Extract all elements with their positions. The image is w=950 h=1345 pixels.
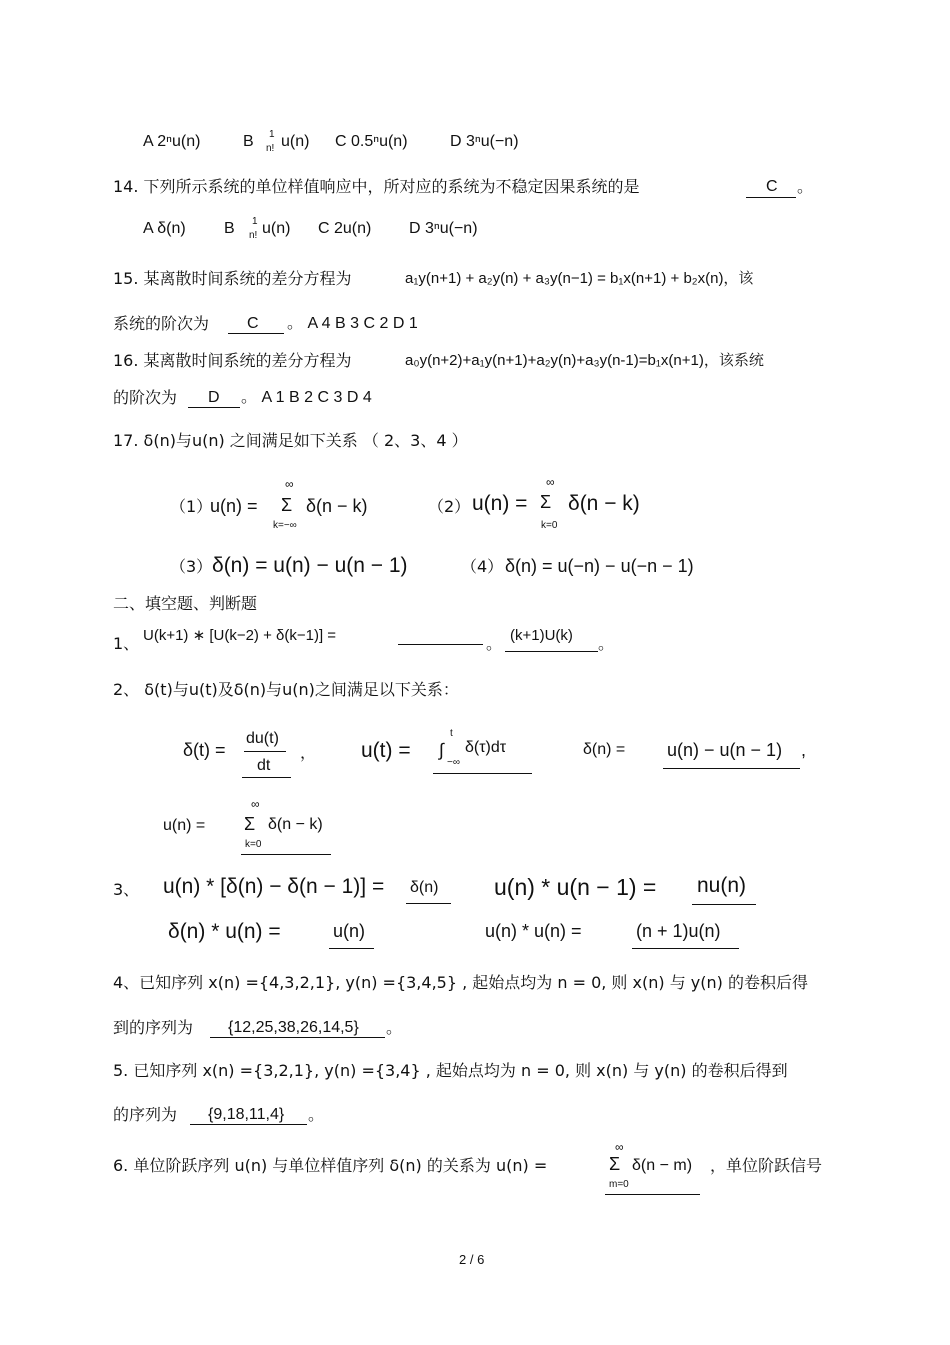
- f4-answer: {12,25,38,26,14,5}: [228, 1019, 359, 1036]
- q14-option-b-frac-num: 1: [252, 216, 258, 227]
- f2-delta-n-lhs: δ(n) =: [583, 741, 626, 758]
- f3-answer-3: u(n): [333, 921, 366, 941]
- f2-delta-t-numerator: du(t): [246, 730, 279, 747]
- q16-question: 16. 某离散时间系统的差分方程为: [113, 351, 352, 370]
- q17-relation-2-top: ∞: [546, 475, 555, 489]
- q13-option-b-letter: B: [243, 133, 254, 150]
- f3-expr-3: δ(n) * u(n) =: [168, 920, 281, 943]
- f4-line2: 到的序列为: [113, 1018, 194, 1037]
- q17-relation-3-label: （3）: [170, 557, 213, 576]
- q17-relation-3-equation: δ(n) = u(n) − u(n − 1): [212, 554, 408, 577]
- f2-delta-t-denominator: dt: [257, 757, 271, 774]
- q15-answer-underline: [228, 333, 284, 334]
- f1-answer: (k+1)U(k): [510, 627, 573, 644]
- f4-end: 。: [386, 1018, 403, 1037]
- q14-answer: C: [766, 178, 778, 195]
- f2-u-t-lower-limit: −∞: [447, 757, 460, 768]
- q16-line2: 的阶次为: [113, 388, 178, 407]
- f3-expr-1: u(n) * [δ(n) − δ(n − 1)] =: [163, 875, 385, 898]
- q14-option-b-expr: u(n): [262, 220, 291, 237]
- f2-u-n-sum: Σ: [244, 814, 256, 834]
- q13-option-d: D 3ⁿu(−n): [450, 133, 519, 150]
- f3-number: 3、: [113, 880, 140, 899]
- q17-relation-1-lhs: u(n) =: [210, 496, 258, 516]
- f6-sum-body: δ(n − m): [632, 1157, 693, 1174]
- f6-sum-upper-limit: ∞: [615, 1140, 624, 1154]
- f5-line2: 的序列为: [113, 1105, 178, 1124]
- f2-u-t-body: δ(τ)dτ: [465, 739, 507, 756]
- f6-sum: Σ: [609, 1154, 621, 1174]
- f3-expr-4: u(n) * u(n) =: [485, 921, 582, 941]
- q17-relation-2-lhs: u(n) =: [472, 492, 528, 515]
- f2-u-t-upper-limit: t: [450, 728, 453, 739]
- f5-line1: 5. 已知序列 x(n) ={3,2,1}, y(n) ={3,4} , 起始点均为 n = 0, 则 x(n) 与 y(n) 的卷积后得到: [113, 1061, 788, 1080]
- f6-answer-underline: [605, 1194, 700, 1195]
- f3-answer-4: (n + 1)u(n): [636, 921, 721, 941]
- f1-blank-underline: [398, 644, 483, 645]
- f3-expr-2: u(n) * u(n − 1) =: [494, 874, 657, 900]
- q13-option-b-expr: u(n): [281, 133, 310, 150]
- q17-relation-1-bottom: k=−∞: [273, 520, 297, 531]
- f2-u-t-lhs: u(t) =: [361, 739, 411, 762]
- f6-text2: ，单位阶跃信号: [710, 1156, 823, 1175]
- q13-option-b-frac-den: n!: [266, 143, 275, 154]
- q13-option-c: C 0.5ⁿu(n): [335, 133, 408, 150]
- q17-relation-1-rhs: δ(n − k): [306, 496, 368, 516]
- q13-option-b-frac-num: 1: [269, 129, 275, 140]
- f3-answer-2: nu(n): [697, 874, 747, 897]
- q14-end: 。: [797, 177, 814, 196]
- section-heading: 二、填空题、判断题: [113, 594, 258, 613]
- f2-delta-n-answer: u(n) − u(n − 1): [667, 740, 783, 760]
- f2-u-t-integral: ∫: [439, 740, 444, 760]
- q17-relation-4-label: （4）: [461, 557, 504, 576]
- q14-option-d: D 3ⁿu(−n): [409, 220, 478, 237]
- q14-option-c: C 2u(n): [318, 220, 372, 237]
- f2-u-n-lhs: u(n) =: [163, 817, 206, 834]
- f5-answer-underline: [190, 1124, 307, 1125]
- q17-relation-4-equation: δ(n) = u(−n) − u(−n − 1): [505, 556, 694, 576]
- q17-relation-1-top: ∞: [285, 477, 294, 491]
- f2-comma2: ,: [801, 740, 807, 760]
- q14-option-b-frac-den: n!: [249, 230, 258, 241]
- q14-option-b-letter: B: [224, 220, 235, 237]
- f3-answer-1-underline: [406, 903, 451, 904]
- q17-relation-1-sum: Σ: [281, 495, 293, 515]
- f5-answer: {9,18,11,4}: [208, 1106, 285, 1123]
- q14-answer-underline: [746, 197, 796, 198]
- f2-u-n-upper-limit: ∞: [251, 797, 260, 811]
- f1-answer-underline: [505, 651, 598, 652]
- f2-delta-t-answer-underline: [242, 777, 291, 778]
- page-number: 2 / 6: [459, 1252, 485, 1267]
- f1-end: 。: [486, 634, 503, 653]
- f2-u-n-answer-underline: [241, 854, 331, 855]
- f4-answer-underline: [210, 1037, 385, 1038]
- q14-option-a: A δ(n): [143, 220, 186, 237]
- q17-relation-2-label: （2）: [428, 497, 471, 516]
- q15-equation: a₁y(n+1) + a₂y(n) + a₃y(n−1) = b₁x(n+1) + b₂x(n)，该: [405, 270, 754, 287]
- q13-option-a: A 2ⁿu(n): [143, 133, 201, 150]
- q16-equation: a₀y(n+2)+a₁y(n+1)+a₂y(n)+a₃y(n-1)=b₁x(n+1)，该系统: [405, 352, 764, 369]
- q16-answer: D: [208, 389, 220, 406]
- q15-options: 。 A 4 B 3 C 2 D 1: [287, 315, 418, 332]
- f3-answer-3-underline: [329, 948, 374, 949]
- f3-answer-2-underline: [692, 904, 756, 905]
- q14-question: 14. 下列所示系统的单位样值响应中，所对应的系统为不稳定因果系统的是: [113, 177, 640, 196]
- f2-u-n-lower-limit: k=0: [245, 839, 262, 850]
- f2-u-t-answer-underline: [433, 773, 532, 774]
- f5-end: 。: [308, 1105, 325, 1124]
- q17-relation-2-rhs: δ(n − k): [568, 492, 640, 515]
- f2-comma1: ，: [300, 743, 317, 762]
- q15-answer: C: [247, 315, 259, 332]
- f1-end2: 。: [598, 634, 615, 653]
- f2-u-n-body: δ(n − k): [268, 816, 323, 833]
- f2-text: 2、 δ(t)与u(t)及δ(n)与u(n)之间满足以下关系：: [113, 680, 459, 699]
- f2-delta-t-lhs: δ(t) =: [183, 740, 226, 760]
- q16-options: 。 A 1 B 2 C 3 D 4: [241, 389, 372, 406]
- q17-relation-2-sum: Σ: [540, 492, 552, 512]
- q17-relation-1-label: （1）: [170, 497, 213, 516]
- f3-answer-1: δ(n): [410, 879, 439, 896]
- f2-delta-t-fraction-bar: [244, 751, 286, 752]
- q16-answer-underline: [188, 407, 240, 408]
- f2-delta-n-answer-underline: [663, 768, 800, 769]
- f1-number: 1、: [113, 634, 140, 653]
- q15-line2: 系统的阶次为: [113, 314, 210, 333]
- f1-expression: U(k+1) ∗ [U(k−2) + δ(k−1)] =: [143, 627, 337, 644]
- f6-text: 6. 单位阶跃序列 u(n) 与单位样值序列 δ(n) 的关系为 u(n) =: [113, 1156, 548, 1175]
- f4-line1: 4、已知序列 x(n) ={4,3,2,1}, y(n) ={3,4,5} , 起始点均为 n = 0, 则 x(n) 与 y(n) 的卷积后得: [113, 973, 808, 992]
- q17-question: 17. δ(n)与u(n) 之间满足如下关系 （ 2、3、4 ）: [113, 431, 468, 450]
- q15-question: 15. 某离散时间系统的差分方程为: [113, 269, 352, 288]
- f3-answer-4-underline: [632, 948, 739, 949]
- f6-sum-lower-limit: m=0: [609, 1179, 629, 1190]
- q17-relation-2-bottom: k=0: [541, 520, 558, 531]
